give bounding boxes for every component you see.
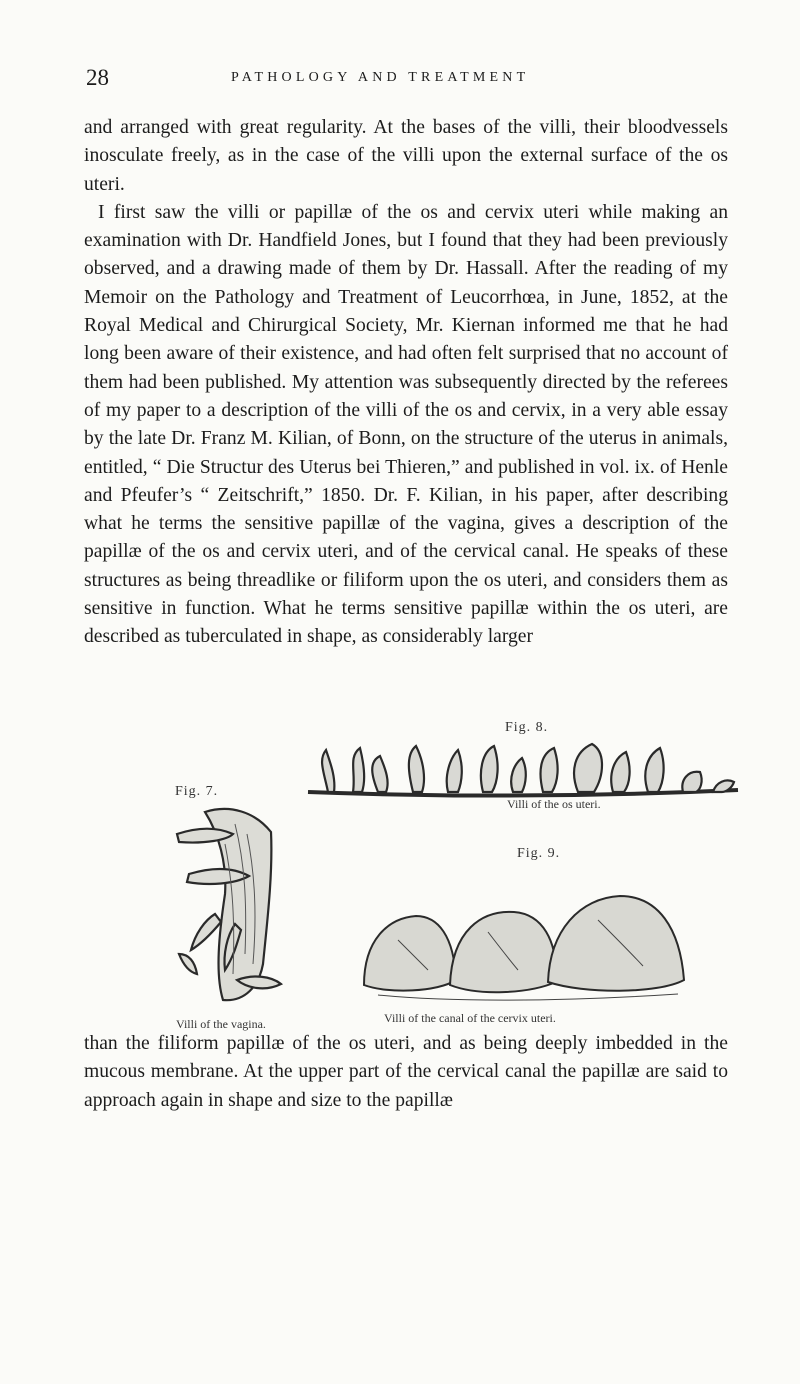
fig8-villi-illustration [308,742,738,802]
paragraph-2: I first saw the villi or papillæ of the os and cervix uteri while making an examination with Dr. Handfield Jones, but I found that they had been previously observed, and a drawing made of them by Dr. Hassall. After the reading of my Memoir on the Pathology and Treatment of Leucorrhœa, in June, 1852, at the Royal Medical and Chirurgical Society, Mr. Kiernan informed me that he had long been aware of their existence, and had often felt surprised that no account of them had been published. My attention was subsequently directed by the referees of my paper to a description of the villi of the os and cervix, in a very able essay by the late Dr. Franz M. Kilian, of Bonn, on the structure of the uterus in animals, entitled, “ Die Structur des Uterus bei Thieren,” and published in vol. ix. of Henle and Pfeufer’s “ Zeitschrift,” 1850. Dr. F. Kilian, in his paper, after describing what he terms the sensitive papillæ of the vagina, gives a description of the papillæ of the os and cervix uteri, and of the cervical canal. He speaks of these structures as being threadlike or filiform upon the os uteri, and considers them as sensitive in function. What he terms sensitive papillæ within the os uteri, are described as tuberculated in shape, as considerably larger [84,201,728,648]
fig9-villi-illustration [358,870,698,1005]
fig8-label: Fig. 8. [505,720,549,735]
fig7-caption: Villi of the vagina. [176,1017,266,1031]
running-title: PATHOLOGY AND TREATMENT [231,70,530,85]
page-header [86,64,726,94]
fig7-label: Fig. 7. [175,784,219,799]
paragraph-3: than the filiform papillæ of the os uteri, and as being deeply imbedded in the mucous membrane. At the upper part of the cervical canal the papillæ are said to approach again in shape and size to the papillæ [84,1033,728,1111]
fig8-caption: Villi of the os uteri. [507,797,601,811]
figure-group [130,720,730,1030]
fig7-villi-illustration [175,804,295,1014]
body-text-top [84,114,728,652]
page-number: 28 [86,65,109,90]
fig9-caption: Villi of the canal of the cervix uteri. [384,1011,556,1025]
paragraph-1: and arranged with great regularity. At the bases of the villi, their bloodvessels inosculate freely, as in the case of the villi upon the external surface of the os uteri. [84,117,728,195]
body-text-bottom [84,1030,728,1115]
fig9-label: Fig. 9. [517,846,561,861]
